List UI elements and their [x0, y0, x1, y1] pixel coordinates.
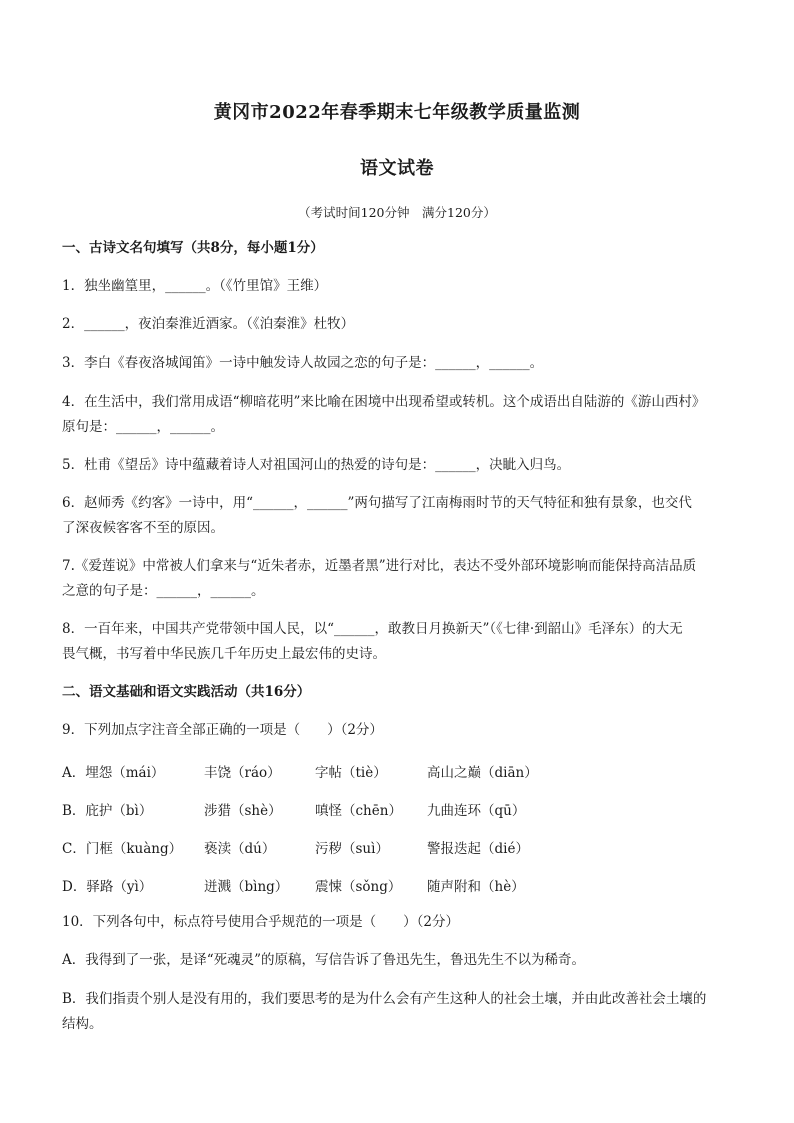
- question-2: 2．______，夜泊秦淮近酒家。（《泊秦淮》杜牧）: [62, 316, 355, 332]
- question-8-line1: 8．一百年来，中国共产党带领中国人民，以“______，敢教日月换新天”（《七律·到韶山》毛泽东）的大无: [62, 621, 683, 637]
- exam-info: （考试时间120分钟 满分120分）: [298, 205, 496, 220]
- option-d-term-1: D．驿路（yì）: [62, 879, 153, 895]
- subject-title: 语文试卷: [360, 158, 434, 179]
- option-a-term-4: 高山之巅（diān）: [427, 765, 538, 781]
- option-a-term-3: 字帖（tiè）: [315, 765, 387, 781]
- question-8-line2: 畏气概，书写着中华民族几千年历史上最宏伟的史诗。: [62, 646, 386, 662]
- question-7-line1: 7.《爱莲说》中常被人们拿来与“近朱者赤，近墨者黑”进行对比，表达不受外部环境影响而能保持高洁品质: [62, 558, 697, 574]
- option-b-term-4: 九曲连环（qū）: [427, 803, 526, 819]
- question-6-line2: 了深夜候客客不至的原因。: [62, 520, 224, 536]
- option-b-term-3: 嗔怪（chēn）: [315, 803, 402, 819]
- question-3: 3．李白《春夜洛城闻笛》一诗中触发诗人故园之恋的句子是：______，______。: [62, 355, 544, 371]
- option-d-term-4: 随声附和（hè）: [427, 879, 525, 895]
- option-c-term-3: 污秽（suì）: [315, 841, 389, 857]
- question-9: 9．下列加点字注音全部正确的一项是（ ）（2分）: [62, 722, 383, 738]
- option-a-term-2: 丰饶（ráo）: [204, 765, 281, 781]
- option-b-term-2: 涉猎（shè）: [204, 803, 282, 819]
- q10-option-b-line1: B．我们指责个别人是没有用的，我们要思考的是为什么会有产生这种人的社会土壤，并由此改善社会土壤的: [62, 991, 707, 1007]
- q10-option-a: A．我得到了一张，是译“死魂灵”的原稿，写信告诉了鲁迅先生，鲁迅先生不以为稀奇。: [62, 952, 586, 968]
- question-6-line1: 6．赵师秀《约客》一诗中，用“______，______”两句描写了江南梅雨时节的天气特征和独有景象，也交代: [62, 495, 692, 511]
- question-4-line2: 原句是：______，______。: [62, 419, 224, 435]
- question-5: 5．杜甫《望岳》诗中蕴藏着诗人对祖国河山的热爱的诗句是：______，决眦入归鸟。: [62, 457, 571, 473]
- option-d-term-3: 震悚（sǒng）: [315, 879, 402, 895]
- q10-option-b-line2: 结构。: [62, 1016, 103, 1032]
- option-d-term-2: 迸溅（bìng）: [204, 879, 289, 895]
- section1-heading: 一、古诗文名句填写（共8分，每小题1分）: [62, 240, 324, 256]
- option-c-term-4: 警报迭起（dié）: [427, 841, 529, 857]
- question-1: 1．独坐幽篁里，______。（《竹里馆》王维）: [62, 278, 328, 294]
- option-c-term-1: C．门框（kuàng）: [62, 841, 183, 857]
- question-10: 10．下列各句中，标点符号使用合乎规范的一项是（ ）（2分）: [62, 914, 460, 930]
- question-4-line1: 4．在生活中，我们常用成语“柳暗花明”来比喻在困境中出现希望或转机。这个成语出自陆游的《游山西村》: [62, 394, 706, 410]
- section2-heading: 二、语文基础和语文实践活动（共16分）: [62, 684, 311, 700]
- question-7-line2: 之意的句子是：______，______。: [62, 583, 265, 599]
- option-a-term-1: A．埋怨（mái）: [62, 765, 165, 781]
- option-c-term-2: 亵渎（dú）: [204, 841, 276, 857]
- option-b-term-1: B．庇护（bì）: [62, 803, 153, 819]
- exam-title: 黄冈市2022年春季期末七年级教学质量监测: [213, 102, 581, 123]
